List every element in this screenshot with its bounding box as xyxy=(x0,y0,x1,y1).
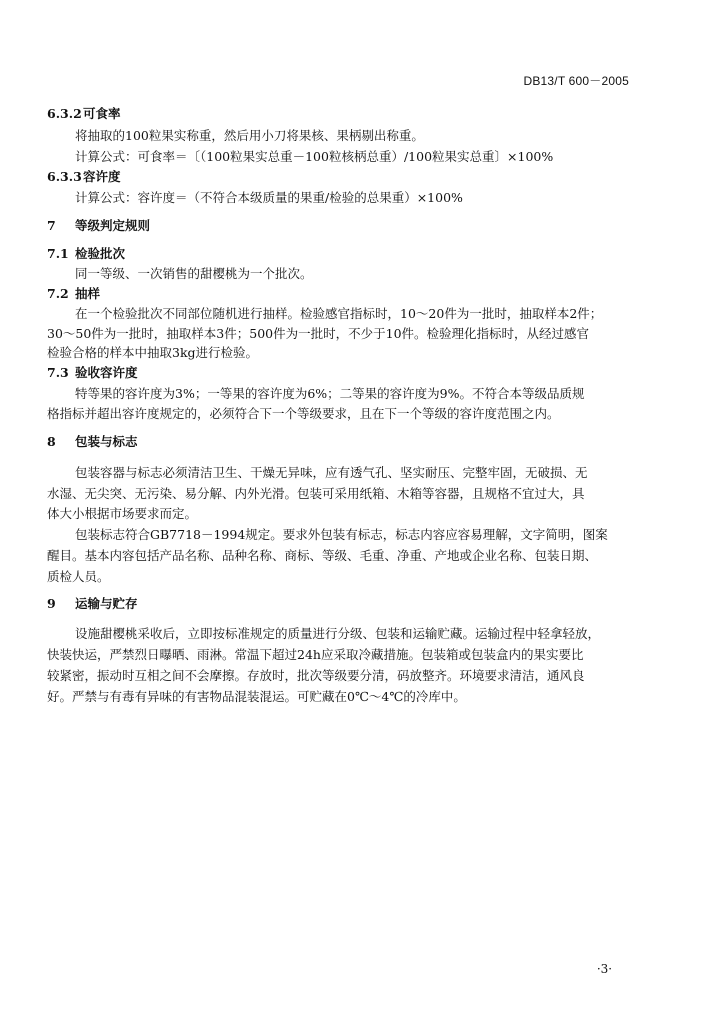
section-number: 9 xyxy=(47,596,56,611)
section-7-1-heading xyxy=(47,243,631,265)
document-code: DB13/T 600－2005 xyxy=(523,74,629,88)
section-title: 抽样 xyxy=(75,286,101,301)
section-7-3-heading xyxy=(47,362,631,384)
section-7-2-heading xyxy=(47,283,631,305)
paragraph-line: 体大小根据市场要求而定。 xyxy=(47,506,198,521)
section-number: 6.3.2 xyxy=(47,106,82,121)
section-title: 包装与标志 xyxy=(75,434,138,449)
section-number: 7.2 xyxy=(47,286,69,301)
formula-edible-rate: 计算公式：可食率＝〔（100粒果实总重－100粒核柄总重）/100粒果实总重〕×100% xyxy=(75,149,554,164)
paragraph-line: 在一个检验批次不同部位随机进行抽样。检验感官指标时，10～20件为一批时，抽取样本2件； xyxy=(75,306,603,321)
formula-tolerance: 计算公式：容许度＝（不符合本级质量的果重/检验的总果重）×100% xyxy=(75,190,463,205)
paragraph-line: 包装标志符合GB7718－1994规定。要求外包装有标志，标志内容应容易理解，文字简明，图案 xyxy=(75,527,608,542)
paragraph-line: 同一等级、一次销售的甜樱桃为一个批次。 xyxy=(75,266,313,281)
section-7-heading xyxy=(47,215,631,237)
section-number: 7.3 xyxy=(47,365,69,380)
paragraph-line: 质检人员。 xyxy=(47,569,110,584)
paragraph-line: 醒目。基本内容包括产品名称、品种名称、商标、等级、毛重、净重、产地或企业名称、包装日期、 xyxy=(47,548,598,563)
paragraph-line: 好。严禁与有毒有异味的有害物品混装混运。可贮藏在0℃～4℃的冷库中。 xyxy=(47,689,466,704)
paragraph-line: 快装快运，严禁烈日曝晒、雨淋。常温下超过24h应采取冷藏措施。包装箱或包装盒内的果实要比 xyxy=(47,647,584,662)
page-number: ·3· xyxy=(596,962,613,976)
paragraph-line: 包装容器与标志必须清洁卫生、干燥无异味，应有透气孔、坚实耐压、完整牢固，无破损、无 xyxy=(75,465,588,480)
section-title: 验收容许度 xyxy=(75,365,138,380)
section-number: 6.3.3 xyxy=(47,169,82,184)
section-title: 可食率 xyxy=(83,106,121,121)
paragraph-line: 特等果的容许度为3%；一等果的容许度为6%；二等果的容许度为9%。不符合本等级品质规 xyxy=(75,386,585,401)
section-8-heading xyxy=(47,431,631,453)
section-number: 7 xyxy=(47,218,56,233)
section-title: 等级判定规则 xyxy=(75,218,151,233)
paragraph-line: 较紧密，振动时互相之间不会摩擦。存放时，批次等级要分清，码放整齐。环境要求清洁，通风良 xyxy=(47,668,585,683)
paragraph-line: 检验合格的样本中抽取3kg进行检验。 xyxy=(47,345,259,360)
paragraph-line: 水湿、无尖突、无污染、易分解、内外光滑。包装可采用纸箱、木箱等容器，且规格不宜过大，具 xyxy=(47,486,585,501)
paragraph-line: 30～50件为一批时，抽取样本3件；500件为一批时，不少于10件。检验理化指标时，从经过感官 xyxy=(47,326,590,341)
section-title: 检验批次 xyxy=(75,246,126,261)
section-9-heading xyxy=(47,593,631,615)
paragraph-line: 格指标并超出容许度规定的，必须符合下一个等级要求，且在下一个等级的容许度范围之内。 xyxy=(47,406,560,421)
section-title: 运输与贮存 xyxy=(75,596,138,611)
section-number: 7.1 xyxy=(47,246,69,261)
section-number: 8 xyxy=(47,434,56,449)
section-title: 容许度 xyxy=(83,169,121,184)
paragraph-line: 设施甜樱桃采收后，立即按标准规定的质量进行分级、包装和运输贮藏。运输过程中轻拿轻放， xyxy=(75,626,601,641)
section-6-3-3-heading xyxy=(47,166,631,188)
paragraph-line: 将抽取的100粒果实称重，然后用小刀将果核、果柄剔出称重。 xyxy=(75,128,424,143)
section-6-3-2-heading xyxy=(47,103,631,125)
